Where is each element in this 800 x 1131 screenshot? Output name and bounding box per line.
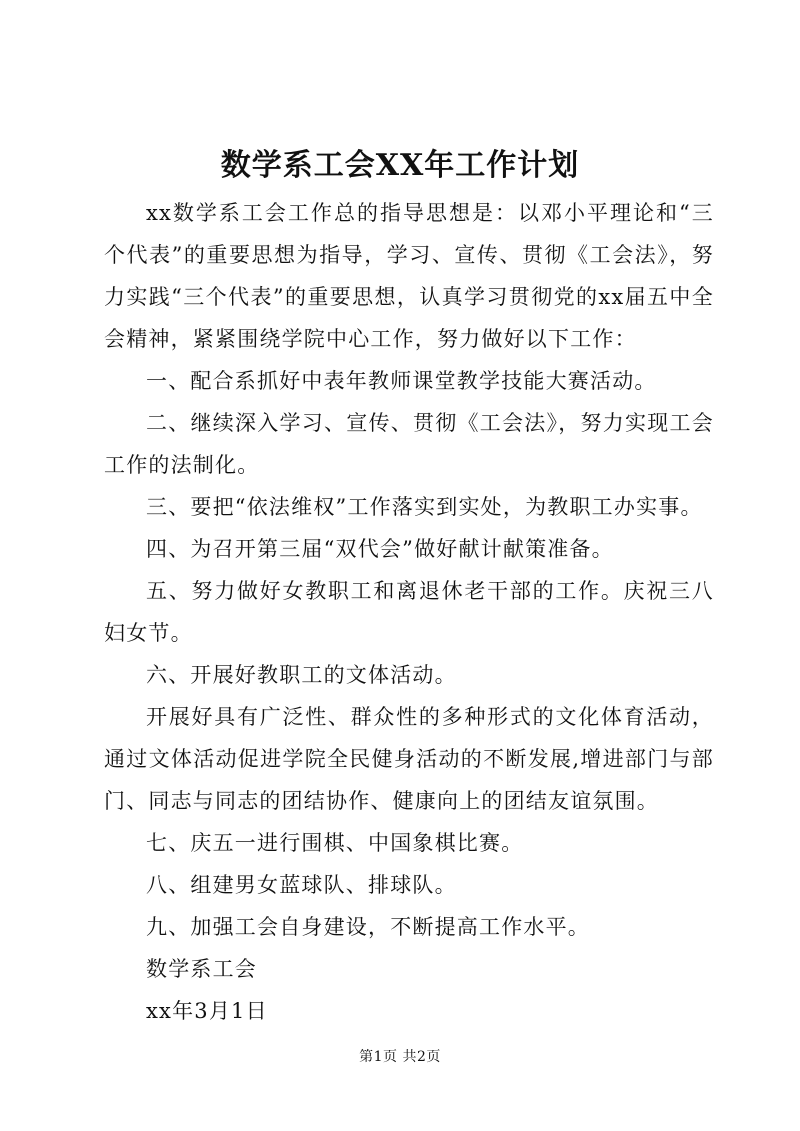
document-body	[104, 192, 714, 1032]
signature-date: xx年3月1日	[146, 999, 268, 1023]
paragraph-item-1: 一、配合系抓好中表年教师课堂教学技能大赛活动。	[146, 369, 657, 393]
paragraph-intro: xx数学系工会工作总的指导思想是：以邓小平理论和“三个代表”的重要思想为指导，学习、宣传、贯彻《工会法》，努力实践“三个代表”的重要思想，认真学习贯彻党的xx届五中全会精神，紧紧围绕学院中心工作，努力做好以下工作：	[104, 201, 714, 351]
paragraph-item-6: 六、开展好教职工的文体活动。	[146, 663, 457, 687]
paragraph-item-9: 九、加强工会自身建设，不断提高工作水平。	[146, 915, 590, 939]
document-title: 数学系工会XX年工作计划	[220, 148, 580, 183]
paragraph-item-5: 五、努力做好女教职工和离退休老干部的工作。庆祝三八妇女节。	[104, 579, 714, 645]
paragraph-item-4: 四、为召开第三届“双代会”做好献计献策准备。	[146, 537, 614, 561]
paragraph-item-2: 二、继续深入学习、宣传、贯彻《工会法》，努力实现工会工作的法制化。	[104, 411, 714, 477]
paragraph-item-8: 八、组建男女蓝球队、排球队。	[146, 873, 457, 897]
paragraph-item-6-detail: 开展好具有广泛性、群众性的多种形式的文化体育活动，通过文体活动促进学院全民健身活动的不断发展,增进部门与部门、同志与同志的团结协作、健康向上的团结友谊氛围。	[104, 705, 714, 813]
page-number-footer: 第1页 共2页	[359, 1049, 441, 1065]
paragraph-item-3: 三、要把“依法维权”工作落实到实处，为教职工办实事。	[146, 495, 703, 519]
signature-organization: 数学系工会	[146, 957, 257, 981]
paragraph-item-7: 七、庆五一进行围棋、中国象棋比赛。	[146, 831, 524, 855]
